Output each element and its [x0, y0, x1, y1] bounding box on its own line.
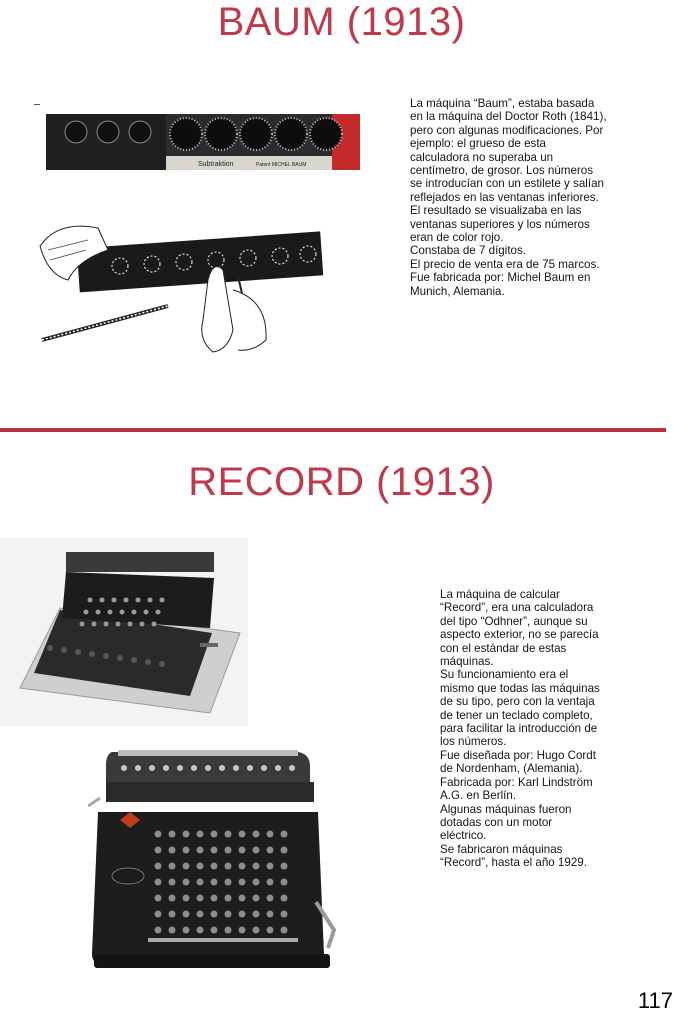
section-title-record: RECORD (1913): [188, 460, 495, 504]
photo-caption: Subtraktion: [198, 161, 234, 168]
section-divider: [0, 428, 666, 432]
baum-usage-drawing: [38, 220, 328, 355]
baum-calculator-photo: [46, 112, 360, 174]
page-number: 117: [637, 988, 673, 1013]
section-title-baum: BAUM (1913): [217, 0, 466, 44]
section-text-baum: La máquina “Baum”, estaba basada en la máquina del Doctor Roth (1841), pero con algunas modificaciones. Por ejemplo: el grueso de esta calculadora no superaba un centímetro, de grosor. Los números se introducían con un estilete y salían reflejados en las ventanas inferiores. El resultado se visualizaba en las ventanas superiores y los números eran de color rojo. Constaba de 7 dígitos. El precio de venta era de 75 marcos. Fue fabricada por: Michel Baum en Munich, Alemania.: [410, 97, 607, 298]
record-calculator-photo-bw: [0, 538, 248, 726]
section-text-record: La máquina de calcular “Record”, era una calculadora del tipo “Odhner”, aunque su aspecto exterior, no se parecía con el estándar de estas máquinas. Su funcionamiento era el mismo que todas las máquinas de su tipo, pero con la ventaja de tener un teclado completo, para facilitar la introducción de los números. Fue diseñada por: Hugo Cordt de Nordenham, (Alemania). Fabricada por: Karl Lindström A.G. en Berlín. Algunas máquinas fueron dotadas con un motor eléctrico. Se fabricaron máquinas “Record”, hasta el año 1929.: [440, 588, 600, 870]
record-calculator-photo-color: [88, 742, 344, 974]
photo-caption-patent: Patent MICHEL BAUM: [256, 162, 307, 168]
stray-mark: [34, 104, 40, 105]
